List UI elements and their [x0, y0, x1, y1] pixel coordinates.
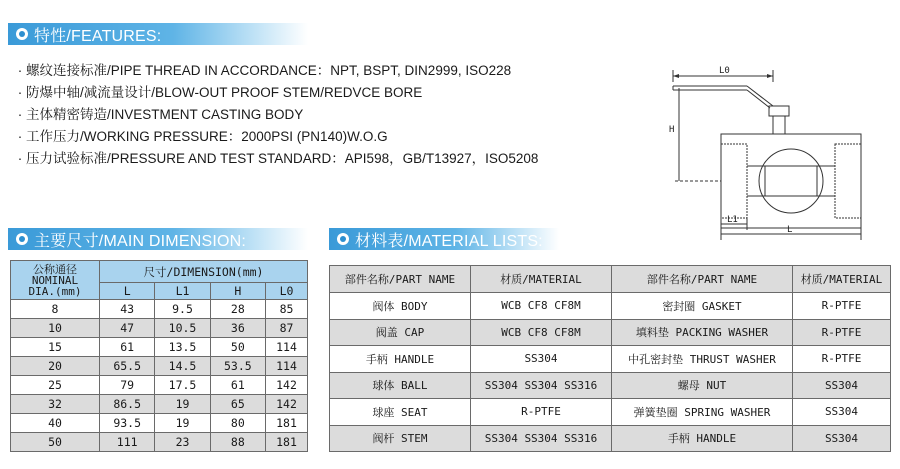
dimension-table	[10, 260, 308, 452]
features-list	[14, 60, 538, 170]
table-row: 球体 BALL SS304 SS304 SS316 螺母 NUT SS304	[330, 372, 891, 399]
table-row: 阀杆 STEM SS304 SS304 SS316 手柄 HANDLE SS304	[330, 425, 891, 452]
material-header-text: 材料表/MATERIAL LISTS:	[355, 232, 543, 250]
dimension-group-header: 尺寸/DIMENSION(mm)	[100, 261, 308, 283]
column-header: 材质/MATERIAL	[471, 266, 612, 293]
table-row: 手柄 HANDLE SS304 中孔密封垫 THRUST WASHER R-PTFE	[330, 346, 891, 373]
dim-label-l: L	[787, 225, 793, 235]
header-bullet-icon	[16, 28, 28, 40]
feature-item: · 工作压力/WORKING PRESSURE：2000PSI (PN140)W.O.G	[14, 126, 538, 148]
column-header: H	[210, 283, 265, 300]
material-table	[329, 265, 891, 452]
column-header: L1	[155, 283, 210, 300]
table-row: 15 61 13.5 50 114	[11, 338, 308, 357]
dimension-header	[8, 228, 308, 250]
bullet-icon: ·	[17, 85, 23, 100]
header-bullet-icon	[16, 233, 28, 245]
features-header	[8, 23, 308, 45]
table-row: 25 79 17.5 61 142	[11, 376, 308, 395]
table-row: 20 65.5 14.5 53.5 114	[11, 357, 308, 376]
dim-label-h: H	[669, 125, 675, 135]
table-row: 球座 SEAT R-PTFE 弹簧垫圈 SPRING WASHER SS304	[330, 399, 891, 426]
column-header: 材质/MATERIAL	[793, 266, 891, 293]
material-header	[329, 228, 559, 250]
table-row: 阀盖 CAP WCB CF8 CF8M 填料垫 PACKING WASHER R-PTFE	[330, 319, 891, 346]
feature-item: · 压力试验标准/PRESSURE AND TEST STANDARD：API598，GB/T13927，ISO5208	[14, 148, 538, 170]
header-bullet-icon	[337, 233, 349, 245]
table-row: 8 43 9.5 28 85	[11, 300, 308, 319]
column-header: L0	[265, 283, 307, 300]
bullet-icon: ·	[17, 63, 23, 78]
dimension-header-text: 主要尺寸/MAIN DIMENSION:	[34, 232, 247, 250]
table-row: 32 86.5 19 65 142	[11, 395, 308, 414]
table-row: 40 93.5 19 80 181	[11, 414, 308, 433]
table-row: 10 47 10.5 36 87	[11, 319, 308, 338]
column-header: 部件名称/PART NAME	[330, 266, 471, 293]
valve-drawing	[655, 62, 867, 240]
bullet-icon: ·	[17, 129, 23, 144]
feature-item: · 防爆中轴/减流量设计/BLOW-OUT PROOF STEM/REDVCE BORE	[14, 82, 538, 104]
feature-item: · 螺纹连接标准/PIPE THREAD IN ACCORDANCE：NPT, BSPT, DIN2999, ISO228	[14, 60, 538, 82]
dim-label-l0: L0	[719, 66, 730, 76]
bullet-icon: ·	[17, 151, 23, 166]
feature-item: · 主体精密铸造/INVESTMENT CASTING BODY	[14, 104, 538, 126]
nominal-header: 公称通径 NOMINAL DIA.(mm)	[11, 261, 100, 300]
column-header: L	[100, 283, 155, 300]
table-row: 阀体 BODY WCB CF8 CF8M 密封圈 GASKET R-PTFE	[330, 293, 891, 320]
features-header-text: 特性/FEATURES:	[34, 27, 162, 45]
table-row: 50 111 23 88 181	[11, 433, 308, 452]
bullet-icon: ·	[17, 107, 23, 122]
dim-label-l1: L1	[727, 215, 738, 225]
column-header: 部件名称/PART NAME	[612, 266, 793, 293]
